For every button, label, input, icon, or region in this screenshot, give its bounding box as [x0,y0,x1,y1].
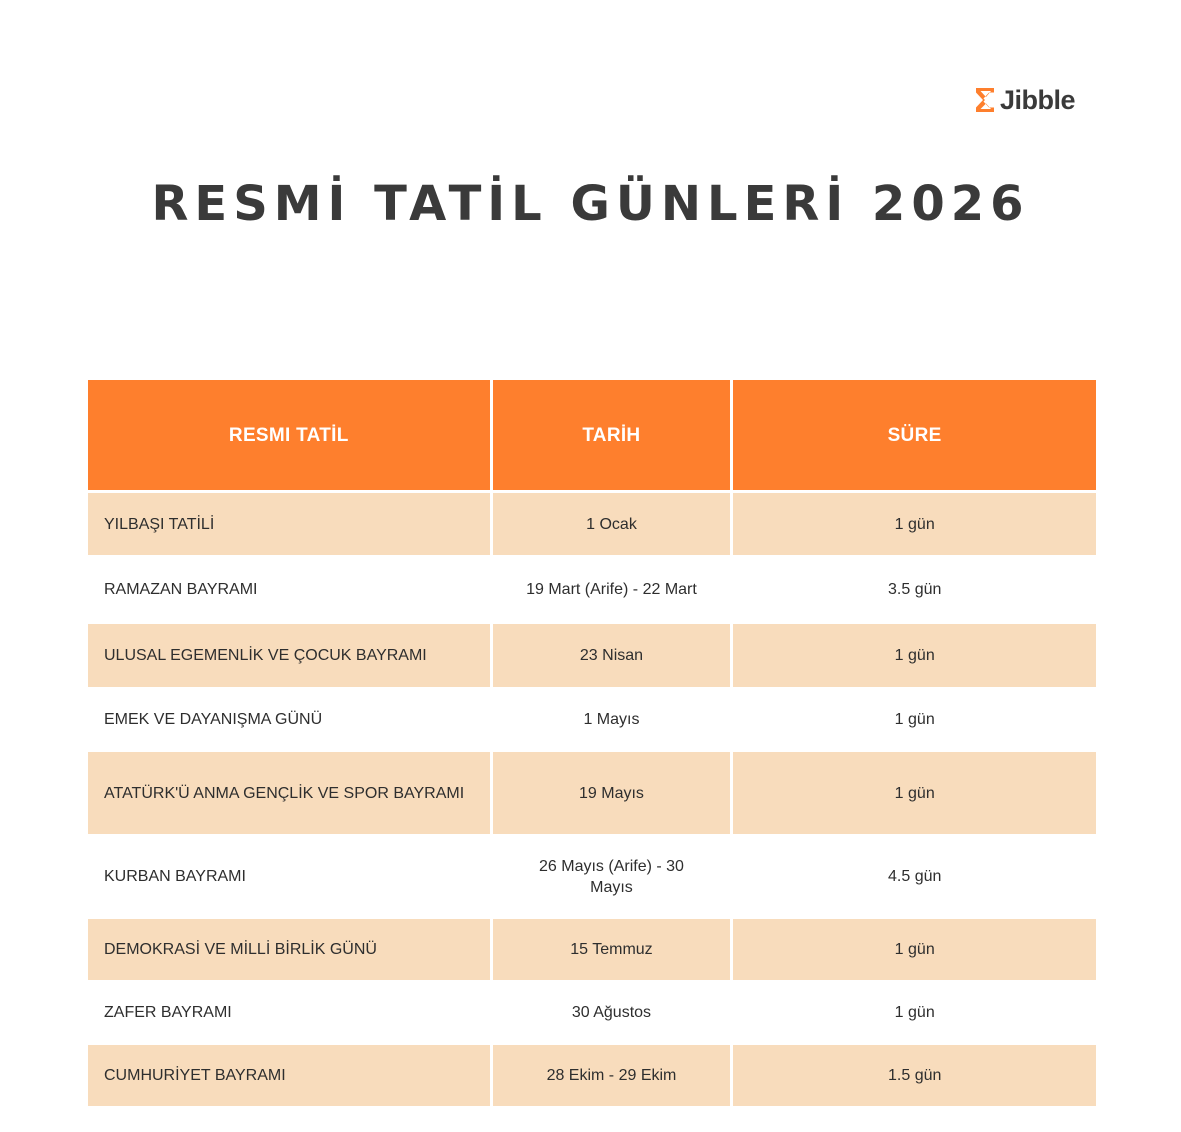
holiday-name: ULUSAL EGEMENLİK VE ÇOCUK BAYRAMI [88,624,490,687]
holiday-date: 28 Ekim - 29 Ekim [493,1045,731,1106]
table-row [88,980,1096,1045]
table-row [88,752,1096,834]
table-row [88,624,1096,687]
holiday-name: DEMOKRASİ VE MİLLİ BİRLİK GÜNÜ [88,919,490,980]
holiday-date: 23 Nisan [493,624,731,687]
table-row [88,687,1096,752]
holiday-name: CUMHURİYET BAYRAMI [88,1045,490,1106]
column-header-duration: SÜRE [733,380,1096,490]
table-row [88,555,1096,624]
column-header-holiday: RESMI TATİL [88,380,490,490]
holiday-duration: 1.5 gün [733,1045,1096,1106]
table-header-row [88,380,1096,490]
holiday-date: 26 Mayıs (Arife) - 30 Mayıs [493,834,731,919]
holidays-table [88,380,1096,1106]
holiday-name: ZAFER BAYRAMI [88,980,490,1045]
holiday-date: 1 Mayıs [493,687,731,752]
table-row [88,493,1096,555]
table-row [88,834,1096,919]
holiday-duration: 1 gün [733,493,1096,555]
holiday-duration: 1 gün [733,980,1096,1045]
table-row [88,1045,1096,1106]
holiday-date: 19 Mayıs [493,752,731,834]
holiday-name: KURBAN BAYRAMI [88,834,490,919]
holiday-name: ATATÜRK'Ü ANMA GENÇLİK VE SPOR BAYRAMI [88,752,490,834]
jibble-logo [974,85,1075,115]
holiday-duration: 3.5 gün [733,555,1096,624]
brand-name: Jibble [1000,85,1076,115]
hourglass-icon [974,86,996,114]
holiday-date: 15 Temmuz [493,919,731,980]
holiday-duration: 1 gün [733,624,1096,687]
holiday-date: 19 Mart (Arife) - 22 Mart [493,555,731,624]
holiday-duration: 1 gün [733,687,1096,752]
holiday-date: 30 Ağustos [493,980,731,1045]
holiday-name: YILBAŞI TATİLİ [88,493,490,555]
holiday-duration: 4.5 gün [733,834,1096,919]
holiday-name: EMEK VE DAYANIŞMA GÜNÜ [88,687,490,752]
holiday-date: 1 Ocak [493,493,731,555]
column-header-date: TARİH [493,380,731,490]
table-row [88,919,1096,980]
page-title: RESMİ TATİL GÜNLERİ 2026 [151,176,1030,232]
holiday-name: RAMAZAN BAYRAMI [88,555,490,624]
holiday-duration: 1 gün [733,752,1096,834]
holiday-duration: 1 gün [733,919,1096,980]
